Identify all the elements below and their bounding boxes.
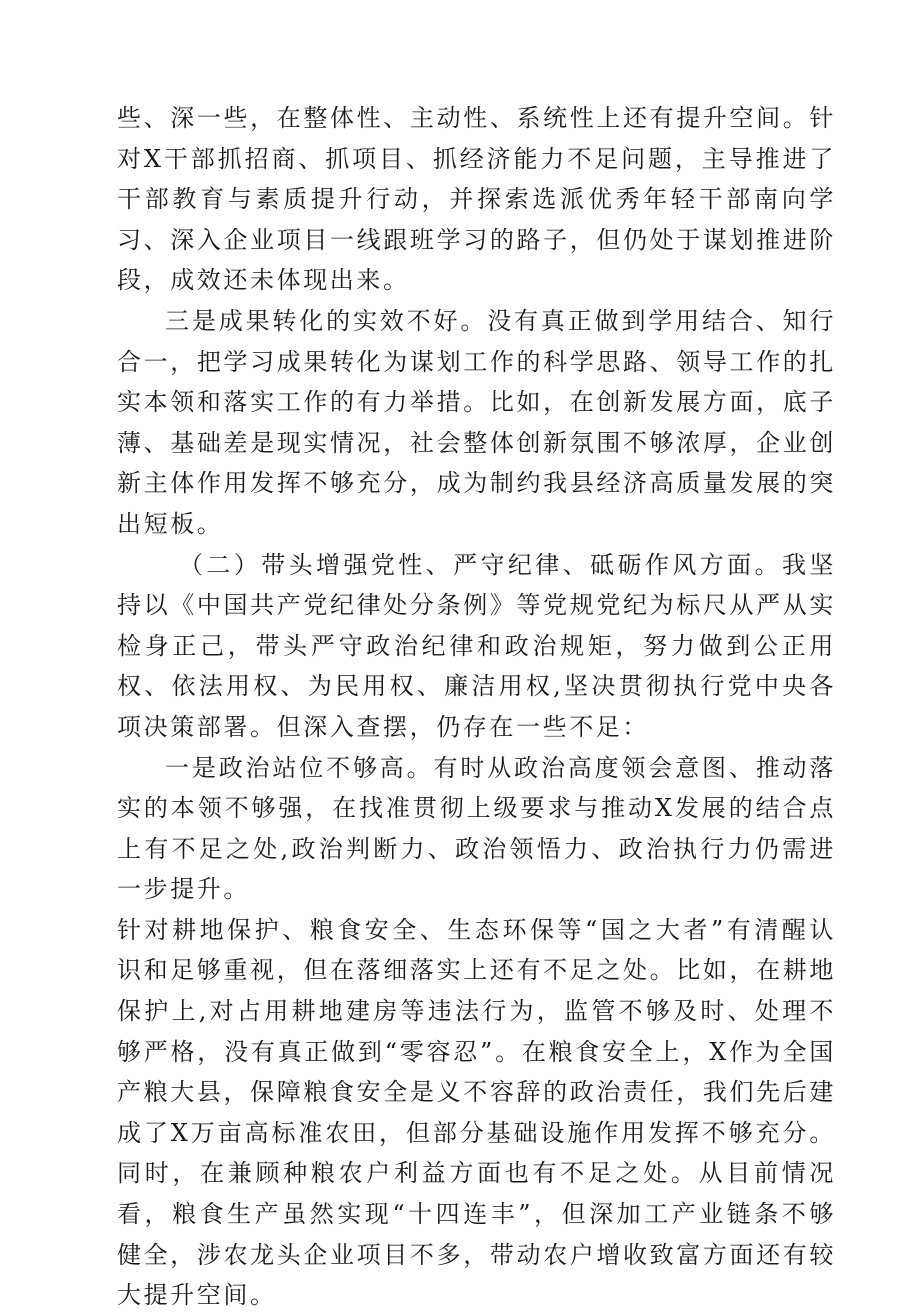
paragraph-details: 针对耕地保护、粮食安全、生态环保等“国之大者”有清醒认识和足够重视，但在落细落实上还有不足之处。比如，在耕地保护上,对占用耕地建房等违法行为，监管不够及时、处理不够严格，没有真正做到“零容忍”。在粮食安全上，X作为全国产粮大县，保障粮食安全是义不容辞的政治责任，我们先后建成了X万亩高标准农田，但部分基础设施作用发挥不够充分。同时，在兼顾种粮农户利益方面也有不足之处。从目前情况看，粮食生产虽然实现“十四连丰”，但深加工产业链条不够健全，涉农龙头企业项目不多，带动农户增收致富方面还有较大提升空间。 <box>117 915 836 1310</box>
paragraph-point-one: 一是政治站位不够高。有时从政治高度领会意图、推动落实的本领不够强，在找准贯彻上级要求与推动X发展的结合点上有不足之处,政治判断力、政治领悟力、政治执行力仍需进一步提升。 <box>117 753 836 904</box>
paragraph-point-three: 三是成果转化的实效不好。没有真正做到学用结合、知行合一，把学习成果转化为谋划工作的科学思路、领导工作的扎实本领和落实工作的有力举措。比如，在创新发展方面，底子薄、基础差是现实情况，社会整体创新氛围不够浓厚，企业创新主体作用发挥不够充分，成为制约我县经济高质量发展的突出短板。 <box>117 306 836 538</box>
paragraph-continuation: 些、深一些，在整体性、主动性、系统性上还有提升空间。针对X干部抓招商、抓项目、抓经济能力不足问题，主导推进了干部教育与素质提升行动，并探索选派优秀年轻干部南向学习、深入企业项目一线跟班学习的路子，但仍处于谋划推进阶段，成效还未体现出来。 <box>117 104 836 295</box>
paragraph-section-two: （二）带头增强党性、严守纪律、砥砺作风方面。我坚持以《中国共产党纪律处分条例》等党规党纪为标尺从严从实检身正己，带头严守政治纪律和政治规矩，努力做到公正用权、依法用权、为民用权、廉洁用权,坚决贯彻执行党中央各项决策部署。但深入查摆，仍存在一些不足： <box>117 550 836 741</box>
